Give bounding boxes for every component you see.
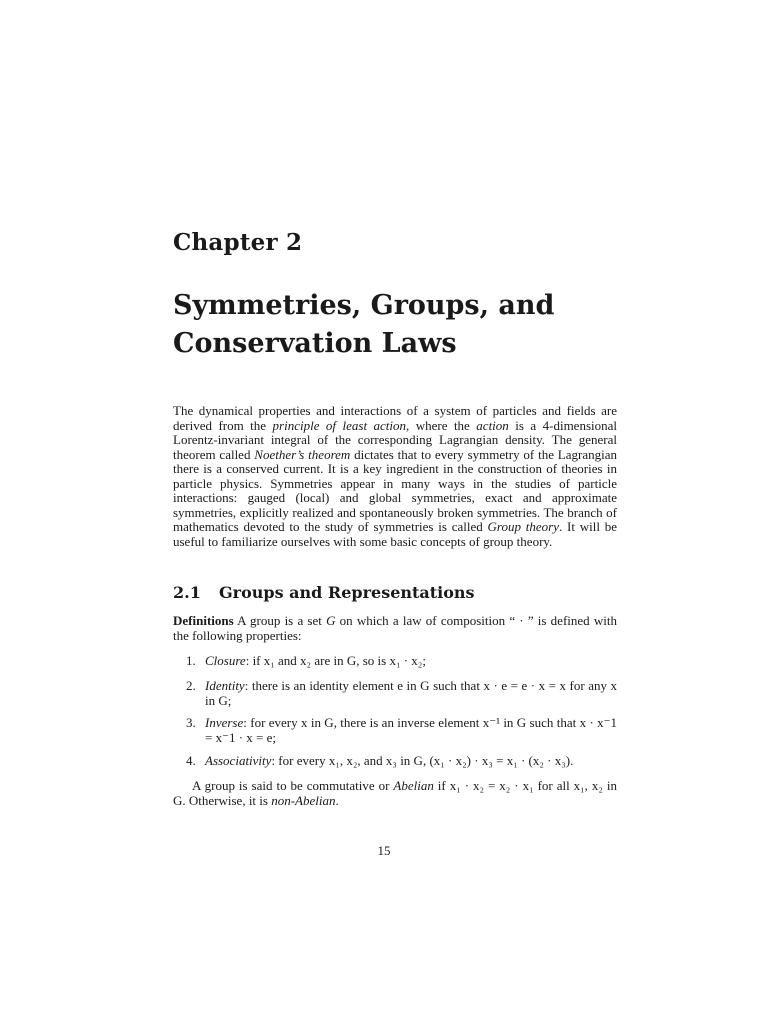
list-marker: 3. <box>186 715 196 730</box>
list-item-inverse <box>173 716 617 745</box>
intro-text-3: is a 4-dimensional Lorentz-invariant integral of the corresponding Lagrangian density. The general theorem called <box>173 417 618 462</box>
intro-emphasis-action: action <box>476 417 509 433</box>
abelian-paragraph <box>173 779 617 808</box>
section-title: Groups and Representations <box>219 583 475 602</box>
list-item-body <box>205 654 617 669</box>
property-name: Identity <box>205 678 245 693</box>
intro-emphasis-group-theory: Group theory <box>487 519 559 534</box>
property-name: Closure <box>205 653 246 668</box>
list-item-closure <box>173 654 617 669</box>
list-item-body <box>205 754 617 769</box>
non-abelian-emphasis: non-Abelian <box>271 792 336 808</box>
intro-emphasis-least-action: principle of least action <box>272 417 407 433</box>
property-name: Inverse <box>205 715 244 730</box>
list-item-body <box>205 716 617 745</box>
definitions-paragraph <box>173 614 617 643</box>
property-text: : there is an identity element e in G such that x · e = e · x = x for any x in G; <box>205 678 617 708</box>
list-item-identity <box>173 679 617 708</box>
list-marker: 2. <box>186 678 196 693</box>
abelian-text-2: if x₁ · x₂ = x₂ · x₁ for all x₁, x₂ in G. Otherwise, it is <box>173 778 617 808</box>
definitions-text-2: on which a law of composition “ · ” is defined with the following properties: <box>173 613 617 643</box>
definitions-set-symbol: G <box>326 613 336 628</box>
property-name: Associativity <box>205 753 272 768</box>
list-marker: 1. <box>186 653 196 668</box>
property-text: : for every x in G, there is an inverse element x⁻¹ in G such that x · x⁻1 = x⁻1 · x = e; <box>205 715 617 745</box>
intro-text-5: . It will be useful to familiarize ourselves with some basic concepts of group theory. <box>173 519 618 549</box>
section-number: 2.1 <box>173 583 201 602</box>
chapter-label: Chapter 2 <box>173 229 303 256</box>
intro-paragraph <box>173 404 617 549</box>
intro-text-4: dictates that to every symmetry of the Lagrangian there is a conserved current. It is a key ingredient in the construction of theories in particle physics. Symmetries appear in many ways in the studies of particle interactions: gauged (local) and global symmetries, exact and approximate symmetries, explicitly realized and spontaneously broken symmetries. The branch of mathematics devoted to the study of symmetries is called <box>173 446 617 534</box>
definitions-lead: Definitions <box>173 613 234 628</box>
abelian-text-3: . <box>335 792 339 808</box>
list-marker: 4. <box>186 753 196 768</box>
definitions-text-1: A group is a set <box>233 613 327 628</box>
list-item-associativity <box>173 754 617 769</box>
list-item-body <box>205 679 617 708</box>
intro-text-2: , where the <box>406 417 477 433</box>
property-text: : for every x₁, x₂, and x₃ in G, (x₁ · x₂) · x₃ = x₁ · (x₂ · x₃). <box>271 753 574 768</box>
page-number: 15 <box>377 843 391 858</box>
intro-text-1: The dynamical properties and interactions of a system of particles and fields are derived from the <box>173 403 617 433</box>
intro-emphasis-noether: Noether’s theorem <box>254 446 351 462</box>
chapter-title: Symmetries, Groups, and Conservation Laws <box>173 290 555 359</box>
abelian-text-1: A group is said to be commutative or <box>192 778 394 793</box>
property-text: : if x₁ and x₂ are in G, so is x₁ · x₂; <box>245 653 426 668</box>
section-heading <box>173 583 475 602</box>
abelian-emphasis: Abelian <box>393 778 434 793</box>
